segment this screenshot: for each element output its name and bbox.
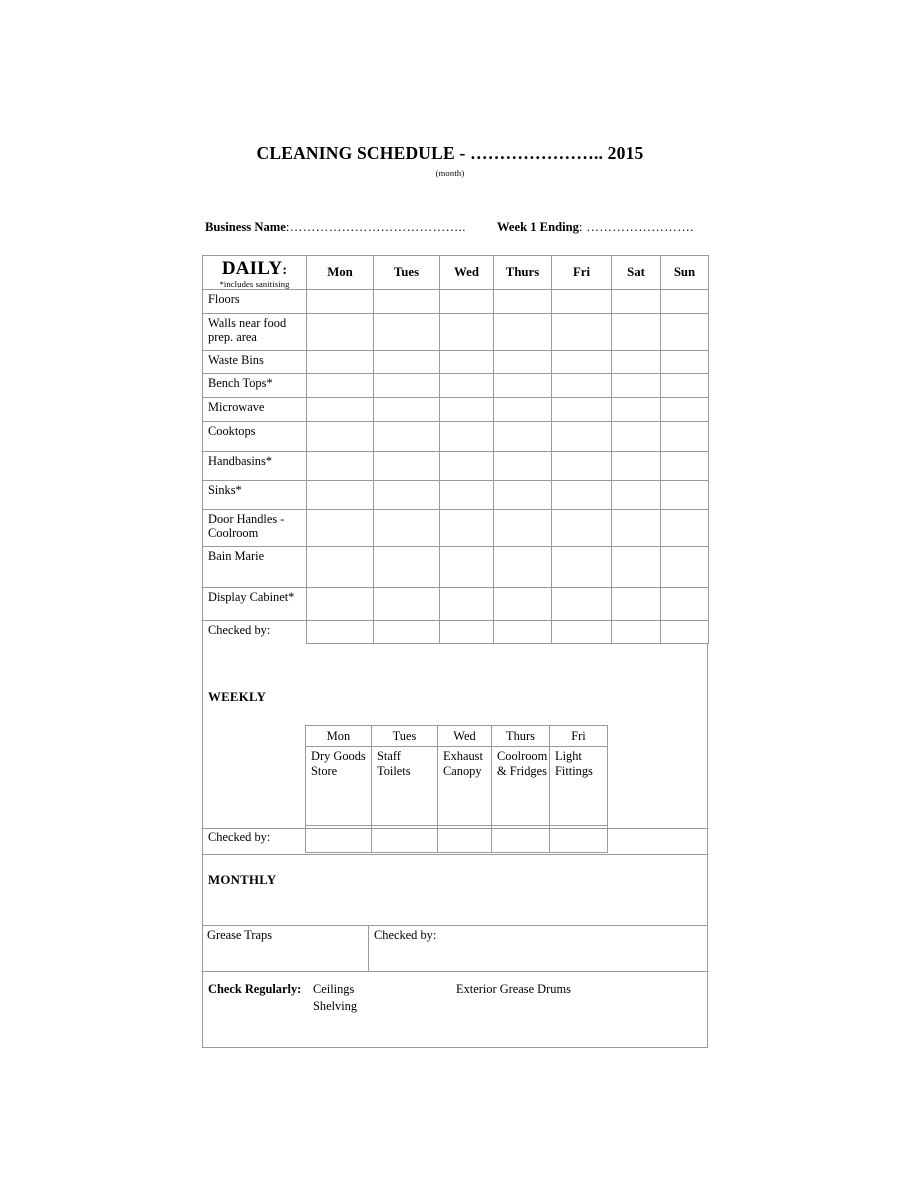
daily-checkbox-cell[interactable]	[612, 289, 661, 313]
weekly-checked-divider-bottom	[202, 854, 708, 855]
daily-checkbox-cell[interactable]	[307, 373, 374, 397]
daily-checked-by-cell[interactable]	[307, 620, 374, 643]
daily-task-label: Waste Bins	[203, 350, 307, 373]
weekly-task-fri: Light Fittings	[550, 747, 608, 826]
weekly-checked-by-cell[interactable]	[492, 826, 550, 853]
daily-checkbox-cell[interactable]	[494, 451, 552, 480]
business-name-dots: :…………………………………..	[285, 220, 466, 234]
monthly-checked-by-cell[interactable]	[369, 925, 708, 971]
check-regularly-column-2	[456, 981, 571, 998]
weekly-col-thurs: Thurs	[492, 726, 550, 747]
daily-checkbox-cell[interactable]	[374, 350, 440, 373]
monthly-item-label: Grease Traps	[207, 928, 273, 942]
daily-checkbox-cell[interactable]	[494, 313, 552, 350]
monthly-checked-by-label: Checked by:	[374, 928, 437, 942]
daily-checkbox-cell[interactable]	[440, 397, 494, 421]
monthly-row	[202, 925, 708, 971]
check-regularly-column-1	[313, 981, 357, 1014]
daily-checkbox-cell[interactable]	[612, 587, 661, 620]
daily-task-label: Cooktops	[203, 421, 307, 451]
daily-checkbox-cell[interactable]	[612, 546, 661, 587]
daily-task-label: Floors	[203, 289, 307, 313]
daily-checkbox-cell[interactable]	[374, 421, 440, 451]
week-ending-label: Week 1 Ending	[497, 220, 579, 234]
table-row	[203, 289, 709, 313]
daily-checkbox-cell[interactable]	[661, 421, 709, 451]
daily-checkbox-cell[interactable]	[552, 546, 612, 587]
daily-checked-by-cell[interactable]	[374, 620, 440, 643]
weekly-checked-by-label: Checked by:	[208, 830, 271, 844]
daily-checkbox-cell[interactable]	[374, 480, 440, 509]
daily-checkbox-cell[interactable]	[612, 373, 661, 397]
daily-checkbox-cell[interactable]	[612, 421, 661, 451]
daily-checkbox-cell[interactable]	[494, 587, 552, 620]
daily-checkbox-cell[interactable]	[307, 421, 374, 451]
daily-col-thurs: Thurs	[494, 256, 552, 290]
title-block	[0, 144, 900, 178]
daily-checkbox-cell[interactable]	[661, 509, 709, 546]
monthly-item-cell	[202, 925, 369, 971]
daily-checkbox-cell[interactable]	[661, 451, 709, 480]
check-regularly-item: Shelving	[313, 998, 358, 1013]
weekly-task-row	[306, 747, 608, 826]
weekly-task-wed: Exhaust Canopy	[438, 747, 492, 826]
daily-checkbox-cell[interactable]	[552, 350, 612, 373]
table-row	[203, 397, 709, 421]
daily-checkbox-cell[interactable]	[374, 397, 440, 421]
table-row	[203, 373, 709, 397]
daily-checkbox-cell[interactable]	[440, 546, 494, 587]
daily-checkbox-cell[interactable]	[374, 451, 440, 480]
daily-task-label: Walls near food prep. area	[203, 313, 307, 350]
weekly-checked-by-cell[interactable]	[306, 826, 372, 853]
week-ending-field[interactable]	[497, 220, 694, 235]
weekly-checked-by-cell[interactable]	[550, 826, 608, 853]
weekly-checked-divider-top	[202, 828, 708, 829]
daily-col-tues: Tues	[374, 256, 440, 290]
daily-checkbox-cell[interactable]	[661, 480, 709, 509]
check-regularly-item: Exterior Grease Drums	[456, 982, 571, 996]
daily-task-label: Door Handles - Coolroom	[203, 509, 307, 546]
daily-note: *includes sanitising	[219, 279, 290, 289]
weekly-table-wrap	[305, 725, 607, 853]
daily-checkbox-cell[interactable]	[552, 587, 612, 620]
check-regularly-item: Ceilings	[313, 982, 355, 996]
daily-checkbox-cell[interactable]	[440, 289, 494, 313]
daily-header-row	[203, 256, 709, 290]
business-name-field[interactable]	[205, 220, 466, 235]
daily-checkbox-cell[interactable]	[440, 509, 494, 546]
daily-checkbox-cell[interactable]	[661, 546, 709, 587]
daily-checkbox-cell[interactable]	[307, 350, 374, 373]
daily-col-sat: Sat	[612, 256, 661, 290]
daily-table	[202, 255, 709, 644]
daily-checkbox-cell[interactable]	[552, 289, 612, 313]
daily-task-label: Display Cabinet*	[203, 587, 307, 620]
daily-checkbox-cell[interactable]	[552, 313, 612, 350]
check-regularly-label: Check Regularly:	[208, 982, 302, 996]
daily-checkbox-cell[interactable]	[440, 313, 494, 350]
daily-checkbox-cell[interactable]	[440, 350, 494, 373]
daily-checkbox-cell[interactable]	[552, 373, 612, 397]
weekly-checked-row	[306, 826, 608, 853]
daily-checked-by-cell[interactable]	[612, 620, 661, 643]
weekly-checked-by-cell[interactable]	[438, 826, 492, 853]
monthly-heading: MONTHLY	[208, 873, 277, 887]
daily-checkbox-cell[interactable]	[612, 509, 661, 546]
table-row	[203, 350, 709, 373]
business-name-label: Business Name	[205, 220, 286, 234]
daily-checkbox-cell[interactable]	[612, 397, 661, 421]
weekly-task-tues: Staff Toilets	[372, 747, 438, 826]
weekly-table	[305, 725, 608, 853]
daily-checkbox-cell[interactable]	[307, 546, 374, 587]
daily-heading: DAILY:	[221, 258, 288, 279]
table-row	[203, 313, 709, 350]
weekly-header-row	[306, 726, 608, 747]
daily-checkbox-cell[interactable]	[494, 289, 552, 313]
daily-checkbox-cell[interactable]	[612, 350, 661, 373]
daily-col-wed: Wed	[440, 256, 494, 290]
daily-checked-by-row	[203, 620, 709, 643]
daily-col-sun: Sun	[661, 256, 709, 290]
daily-checkbox-cell[interactable]	[440, 587, 494, 620]
daily-checkbox-cell[interactable]	[494, 421, 552, 451]
daily-checkbox-cell[interactable]	[494, 397, 552, 421]
daily-checkbox-cell[interactable]	[374, 509, 440, 546]
table-row	[203, 509, 709, 546]
table-row	[203, 480, 709, 509]
page-title: CLEANING SCHEDULE - ………………….. 2015	[256, 143, 644, 163]
daily-checkbox-cell[interactable]	[374, 546, 440, 587]
daily-checkbox-cell[interactable]	[552, 421, 612, 451]
daily-heading-cell	[203, 256, 307, 290]
daily-checked-by-label: Checked by:	[203, 620, 307, 643]
daily-task-label: Bain Marie	[203, 546, 307, 587]
daily-checked-by-cell[interactable]	[440, 620, 494, 643]
daily-col-fri: Fri	[552, 256, 612, 290]
daily-table-wrap	[202, 255, 708, 644]
daily-checkbox-cell[interactable]	[494, 546, 552, 587]
daily-checkbox-cell[interactable]	[494, 373, 552, 397]
daily-checkbox-cell[interactable]	[374, 587, 440, 620]
daily-checkbox-cell[interactable]	[612, 313, 661, 350]
weekly-col-tues: Tues	[372, 726, 438, 747]
daily-checkbox-cell[interactable]	[440, 480, 494, 509]
daily-checkbox-cell[interactable]	[661, 350, 709, 373]
daily-checkbox-cell[interactable]	[307, 509, 374, 546]
weekly-task-mon: Dry Goods Store	[306, 747, 372, 826]
week-ending-dots: : …………………….	[578, 220, 694, 234]
daily-checkbox-cell[interactable]	[494, 509, 552, 546]
daily-checkbox-cell[interactable]	[307, 451, 374, 480]
weekly-col-fri: Fri	[550, 726, 608, 747]
daily-checkbox-cell[interactable]	[494, 480, 552, 509]
daily-checkbox-cell[interactable]	[307, 313, 374, 350]
weekly-col-wed: Wed	[438, 726, 492, 747]
daily-checkbox-cell[interactable]	[552, 480, 612, 509]
weekly-heading: WEEKLY	[208, 690, 267, 704]
daily-checkbox-cell[interactable]	[374, 289, 440, 313]
daily-checkbox-cell[interactable]	[440, 421, 494, 451]
daily-task-label: Handbasins*	[203, 451, 307, 480]
daily-checkbox-cell[interactable]	[374, 373, 440, 397]
daily-checkbox-cell[interactable]	[552, 509, 612, 546]
daily-checked-by-cell[interactable]	[661, 620, 709, 643]
daily-checkbox-cell[interactable]	[552, 397, 612, 421]
daily-checkbox-cell[interactable]	[661, 587, 709, 620]
daily-checkbox-cell[interactable]	[494, 350, 552, 373]
daily-checked-by-cell[interactable]	[552, 620, 612, 643]
daily-checkbox-cell[interactable]	[440, 451, 494, 480]
weekly-checked-by-cell[interactable]	[372, 826, 438, 853]
monthly-divider-bottom	[202, 971, 708, 972]
daily-checkbox-cell[interactable]	[307, 480, 374, 509]
daily-checkbox-cell[interactable]	[661, 313, 709, 350]
daily-task-label: Microwave	[203, 397, 307, 421]
weekly-task-thurs: Coolroom & Fridges	[492, 747, 550, 826]
schedule-frame	[202, 255, 708, 1048]
table-row	[203, 546, 709, 587]
daily-checkbox-cell[interactable]	[661, 373, 709, 397]
daily-checkbox-cell[interactable]	[661, 289, 709, 313]
daily-checked-by-cell[interactable]	[494, 620, 552, 643]
daily-checkbox-cell[interactable]	[440, 373, 494, 397]
daily-checkbox-cell[interactable]	[307, 397, 374, 421]
daily-checkbox-cell[interactable]	[552, 451, 612, 480]
table-row	[203, 421, 709, 451]
daily-task-label: Bench Tops*	[203, 373, 307, 397]
weekly-col-mon: Mon	[306, 726, 372, 747]
daily-checkbox-cell[interactable]	[661, 397, 709, 421]
daily-checkbox-cell[interactable]	[307, 289, 374, 313]
daily-task-label: Sinks*	[203, 480, 307, 509]
daily-checkbox-cell[interactable]	[374, 313, 440, 350]
daily-checkbox-cell[interactable]	[612, 480, 661, 509]
daily-checkbox-cell[interactable]	[612, 451, 661, 480]
daily-col-mon: Mon	[307, 256, 374, 290]
daily-checkbox-cell[interactable]	[307, 587, 374, 620]
table-row	[203, 587, 709, 620]
table-row	[203, 451, 709, 480]
page-subtitle: (month)	[435, 168, 465, 179]
